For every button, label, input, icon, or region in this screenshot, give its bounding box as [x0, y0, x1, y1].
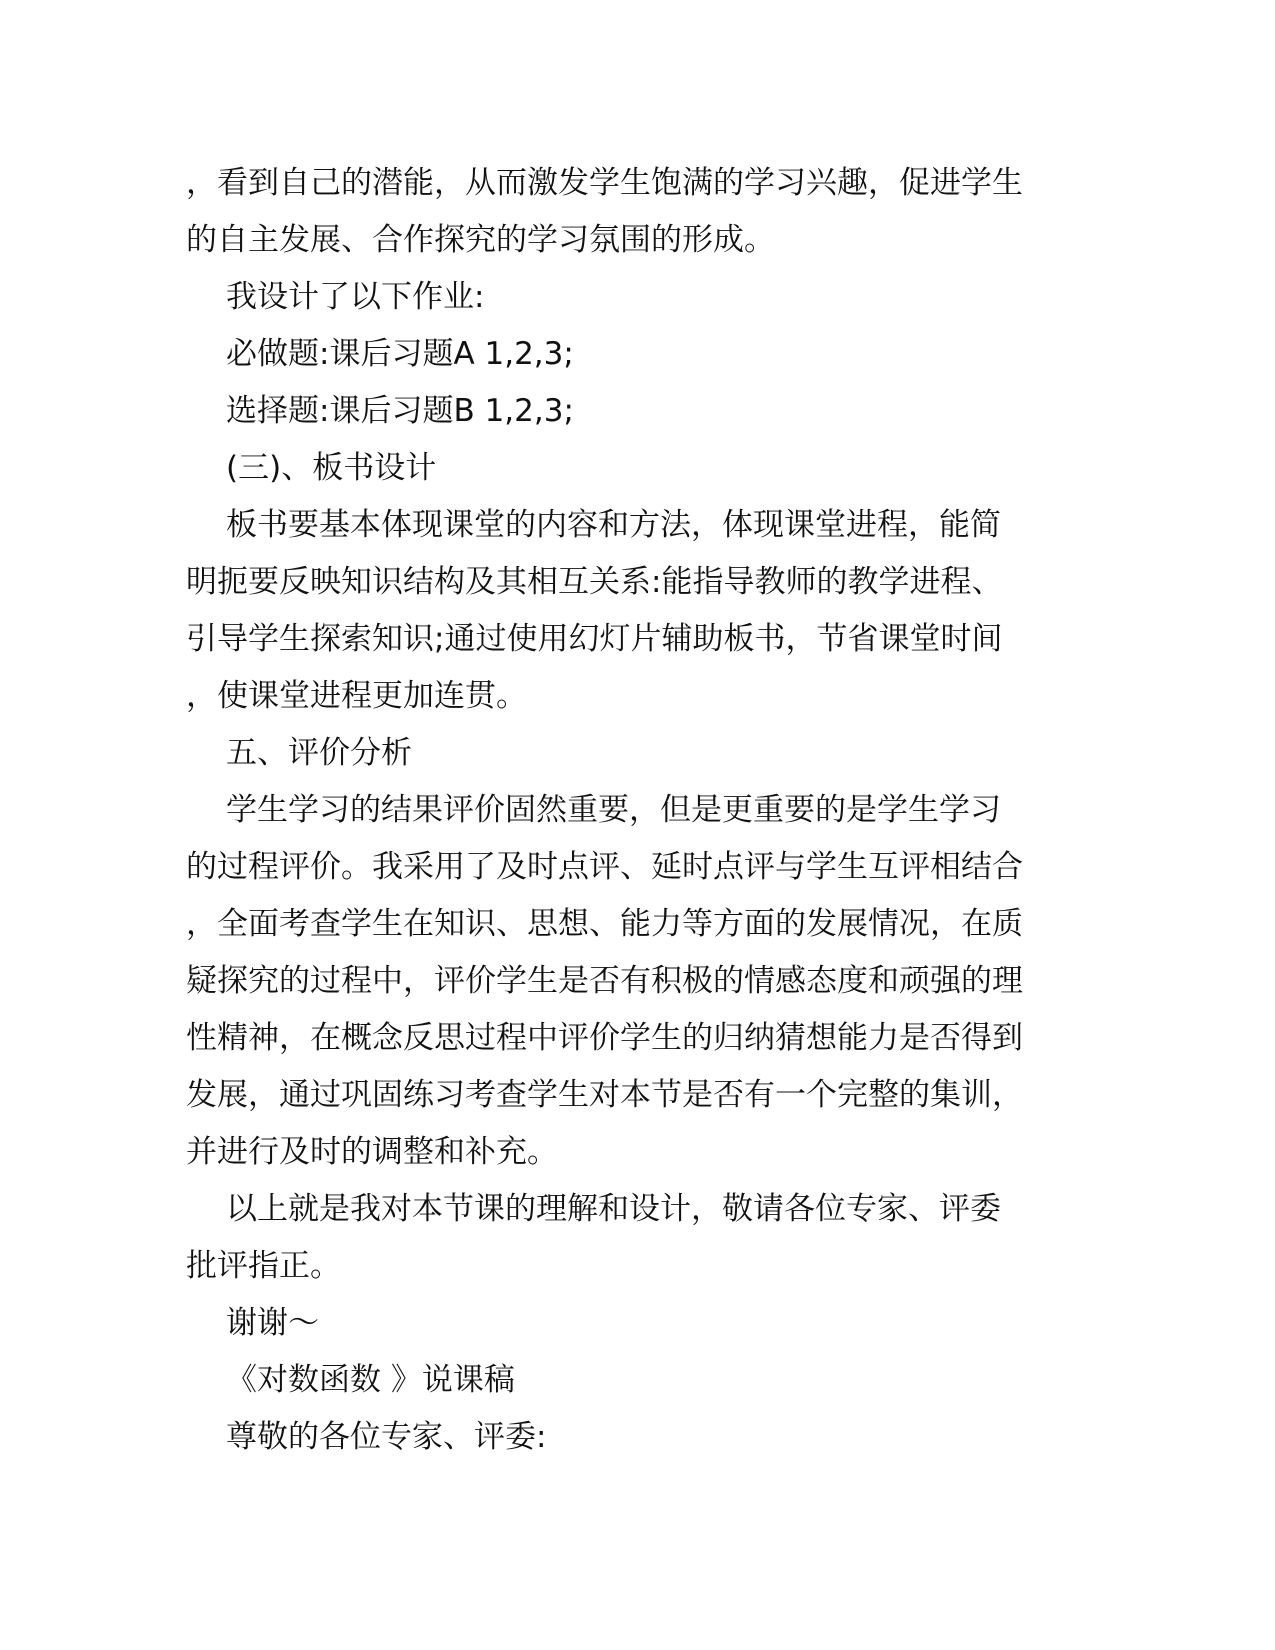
text-line: 引导学生探索知识;通过使用幻灯片辅助板书，节省课堂时间 — [186, 621, 1003, 657]
section-heading: (三)、板书设计 — [226, 450, 437, 486]
section-heading: 五、评价分析 — [226, 735, 412, 771]
text-line: 性精神，在概念反思过程中评价学生的归纳猜想能力是否得到 — [186, 1020, 1023, 1056]
text-line: 板书要基本体现课堂的内容和方法，体现课堂进程，能简 — [226, 507, 1001, 543]
text-line: ，使课堂进程更加连贯。 — [186, 678, 527, 714]
text-line: 我设计了以下作业: — [226, 279, 485, 315]
text-line: 以上就是我对本节课的理解和设计，敬请各位专家、评委 — [226, 1191, 1001, 1227]
text-line: 疑探究的过程中，评价学生是否有积极的情感态度和顽强的理 — [186, 963, 1023, 999]
text-line: 发展，通过巩固练习考查学生对本节是否有一个完整的集训， — [186, 1077, 1023, 1113]
text-line: 必做题:课后习题A 1,2,3; — [226, 336, 574, 372]
text-line: 选择题:课后习题B 1,2,3; — [226, 393, 574, 429]
text-line: 学生学习的结果评价固然重要，但是更重要的是学生学习 — [226, 792, 1001, 828]
text-line: 的自主发展、合作探究的学习氛围的形成。 — [186, 222, 775, 258]
text-line: 谢谢～ — [226, 1305, 319, 1341]
text-line: 批评指正。 — [186, 1248, 341, 1284]
text-line: 并进行及时的调整和补充。 — [186, 1134, 558, 1170]
text-line: ，看到自己的潜能，从而激发学生饱满的学习兴趣，促进学生 — [186, 165, 1023, 201]
text-line: ，全面考查学生在知识、思想、能力等方面的发展情况，在质 — [186, 906, 1023, 942]
text-line: 明扼要反映知识结构及其相互关系:能指导教师的教学进程、 — [186, 564, 1003, 600]
text-line: 的过程评价。我采用了及时点评、延时点评与学生互评相结合 — [186, 849, 1023, 885]
salutation: 尊敬的各位专家、评委: — [226, 1419, 547, 1455]
document-body — [186, 155, 1086, 1466]
document-title: 《对数函数 》说课稿 — [226, 1362, 515, 1398]
